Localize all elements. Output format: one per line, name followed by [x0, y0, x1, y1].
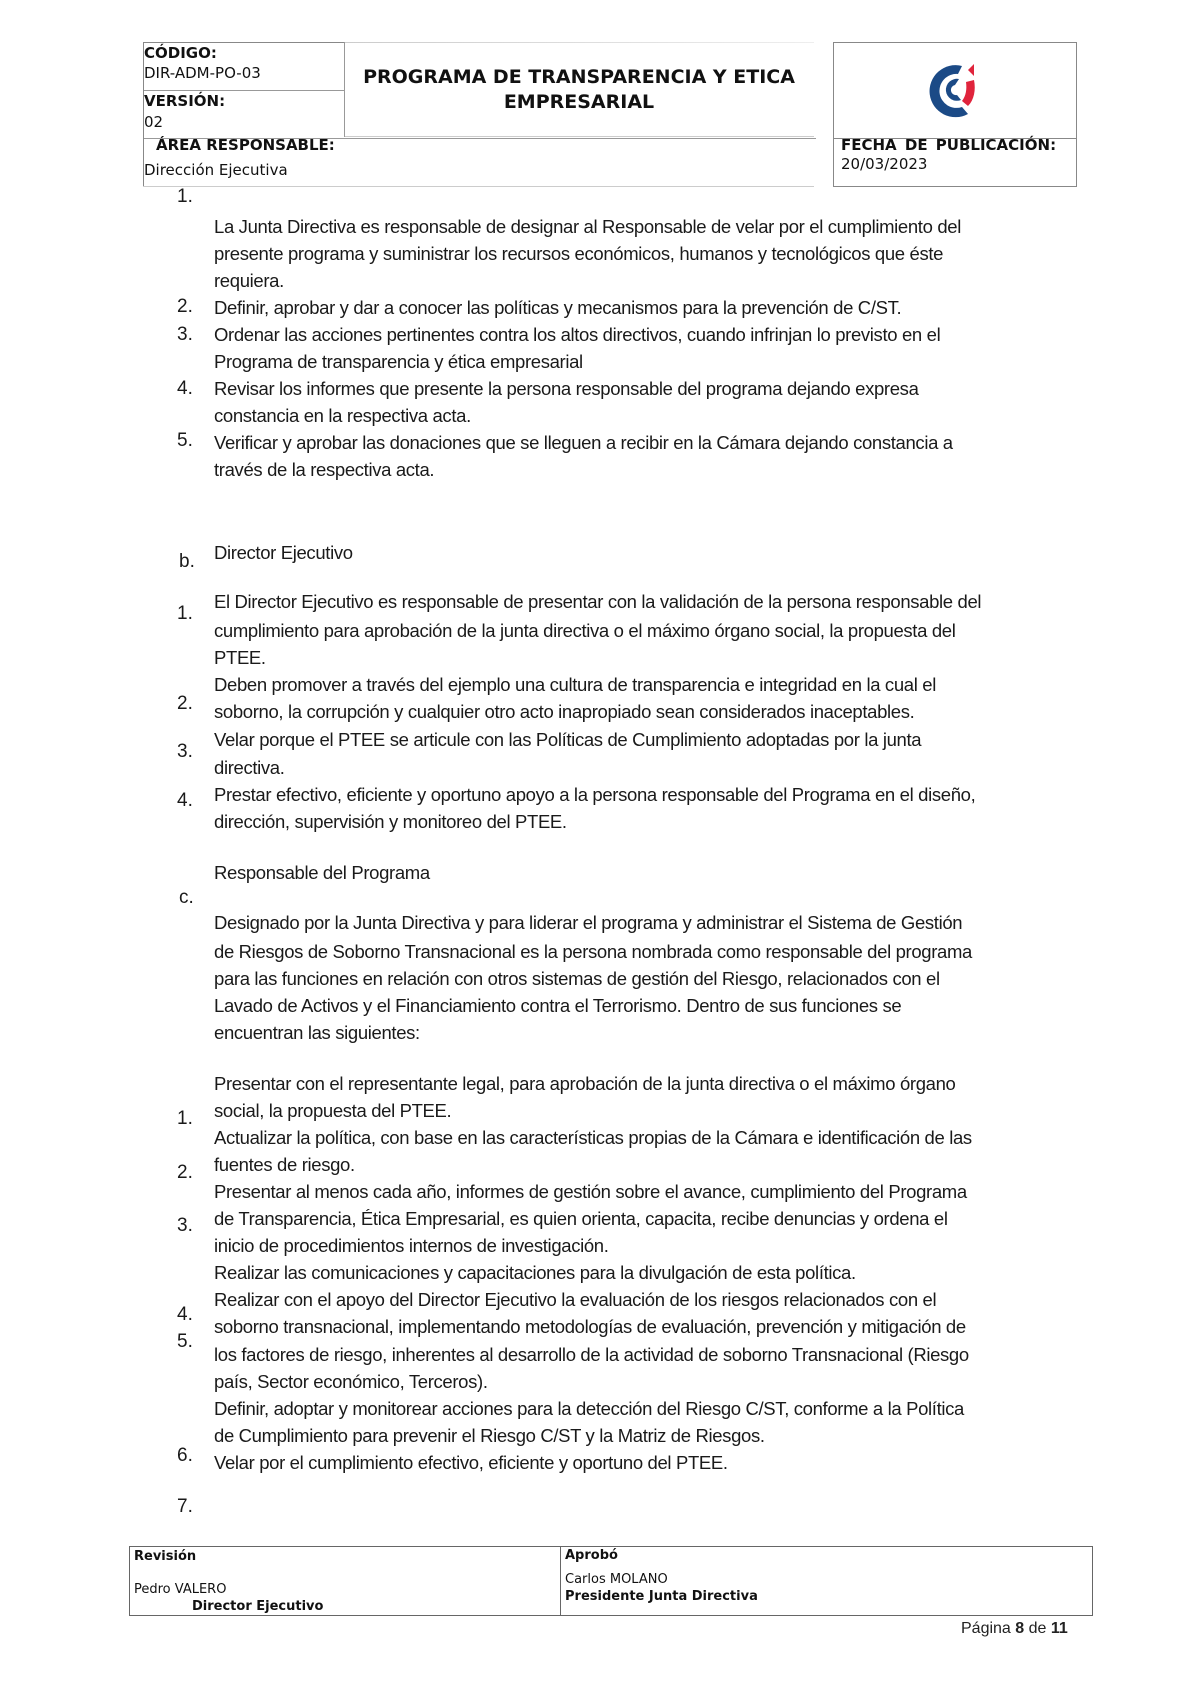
text-line: de Riesgos de Soborno Transnacional es la persona nombrada como responsable del programa	[214, 941, 972, 962]
page-separator: de	[1028, 1620, 1047, 1637]
document-title	[344, 65, 814, 115]
title-line-2: EMPRESARIAL	[503, 91, 655, 113]
text-line: Lavado de Activos y el Financiamiento contra el Terrorismo. Dentro de sus funciones se	[214, 995, 902, 1016]
page-prefix: Página	[961, 1620, 1011, 1637]
section-heading: Responsable del Programa	[214, 862, 430, 883]
list-number: 1.	[177, 603, 193, 624]
version-value: 02	[144, 113, 164, 131]
text-line: Realizar las comunicaciones y capacitaciones para la divulgación de esta política.	[214, 1262, 856, 1283]
list-number: 4.	[177, 1304, 193, 1325]
text-line: soborno, la corrupción y cualquier otro acto inapropiado sean considerados inaceptables.	[214, 701, 915, 722]
text-line: para las funciones en relación con otros sistemas de gestión del Riesgo, relacionados con el	[214, 968, 940, 989]
text-line: PTEE.	[214, 647, 266, 668]
divider	[560, 1547, 561, 1615]
text-line: Definir, adoptar y monitorear acciones para la detección del Riesgo C/ST, conforme a la Política	[214, 1398, 964, 1419]
text-line: Velar por el cumplimiento efectivo, eficiente y oportuno del PTEE.	[214, 1452, 728, 1473]
text-line: presente programa y suministrar los recursos económicos, humanos y tecnológicos que éste	[214, 243, 944, 264]
list-number: 4.	[177, 790, 193, 811]
review-role: Director Ejecutivo	[192, 1599, 324, 1614]
text-line: La Junta Directiva es responsable de designar al Responsable de velar por el cumplimiento del	[214, 216, 961, 237]
list-number: 5.	[177, 430, 193, 451]
approve-label: Aprobó	[565, 1548, 618, 1563]
list-number: 3.	[177, 1215, 193, 1236]
text-line: cumplimiento para aprobación de la junta directiva o el máximo órgano social, la propuesta del	[214, 620, 956, 641]
text-line: dirección, supervisión y monitoreo del PTEE.	[214, 811, 567, 832]
text-line: encuentran las siguientes:	[214, 1022, 420, 1043]
text-line: Programa de transparencia y ética empresarial	[214, 351, 583, 372]
list-item-a1	[214, 213, 961, 240]
approve-role: Presidente Junta Directiva	[565, 1589, 758, 1604]
divider	[144, 90, 344, 91]
divider	[345, 136, 814, 137]
text-line: directiva.	[214, 757, 285, 778]
divider	[345, 42, 814, 43]
text-line: social, la propuesta del PTEE.	[214, 1100, 452, 1121]
list-number: 2.	[177, 1162, 193, 1183]
review-label: Revisión	[134, 1549, 197, 1564]
text-line: los factores de riesgo, inherentes al desarrollo de la actividad de soborno Transnacional (Riesgo	[214, 1344, 969, 1365]
text-line: Verificar y aprobar las donaciones que se lleguen a recibir en la Cámara dejando constancia a	[214, 432, 953, 453]
text-line: de Cumplimiento para prevenir el Riesgo C/ST y la Matriz de Riesgos.	[214, 1425, 765, 1446]
text-line: través de la respectiva acta.	[214, 459, 435, 480]
text-line: inicio de procedimientos internos de investigación.	[214, 1235, 609, 1256]
section-heading: Director Ejecutivo	[214, 542, 353, 563]
text-line: Prestar efectivo, eficiente y oportuno apoyo a la persona responsable del Programa en el diseño,	[214, 784, 976, 805]
version-label: VERSIÓN:	[144, 92, 226, 110]
text-line: Presentar al menos cada año, informes de gestión sobre el avance, cumplimiento del Programa	[214, 1181, 967, 1202]
divider	[143, 186, 814, 187]
page-current: 8	[1015, 1620, 1025, 1637]
page-indicator	[961, 1620, 1068, 1638]
text-line: Deben promover a través del ejemplo una cultura de transparencia e integridad en la cual el	[214, 674, 936, 695]
review-name: Pedro VALERO	[134, 1582, 227, 1597]
text-line: soborno transnacional, implementando metodologías de evaluación, prevención y mitigación de	[214, 1316, 966, 1337]
list-number: 1.	[177, 186, 193, 207]
section-letter: c.	[179, 887, 194, 908]
text-line: Actualizar la política, con base en las características propias de la Cámara e identificación de las	[214, 1127, 972, 1148]
text-line: Designado por la Junta Directiva y para liderar el programa y administrar el Sistema de Gestión	[214, 912, 963, 933]
text-line: requiera.	[214, 270, 284, 291]
text-line: Realizar con el apoyo del Director Ejecutivo la evaluación de los riesgos relacionados con el	[214, 1289, 937, 1310]
text-line: Definir, aprobar y dar a conocer las políticas y mecanismos para la prevención de C/ST.	[214, 297, 902, 318]
list-number: 1.	[177, 1108, 193, 1129]
text-line: de Transparencia, Ética Empresarial, es quien orienta, capacita, recibe denuncias y ordena el	[214, 1208, 948, 1229]
text-line: Ordenar las acciones pertinentes contra los altos directivos, cuando infrinjan lo previsto en el	[214, 324, 941, 345]
publication-date-label: FECHA DE PUBLICACIÓN:	[841, 136, 1057, 154]
text-line: Presentar con el representante legal, para aprobación de la junta directiva o el máximo órgano	[214, 1073, 956, 1094]
page-total: 11	[1050, 1620, 1068, 1637]
text-line: fuentes de riesgo.	[214, 1154, 355, 1175]
list-number: 4.	[177, 378, 193, 399]
text-line: país, Sector económico, Terceros).	[214, 1371, 488, 1392]
publication-date-value: 20/03/2023	[841, 155, 928, 173]
text-line: El Director Ejecutivo es responsable de presentar con la validación de la persona responsable del	[214, 591, 982, 612]
code-value: DIR-ADM-PO-03	[144, 64, 261, 82]
text-line: constancia en la respectiva acta.	[214, 405, 471, 426]
list-number: 6.	[177, 1445, 193, 1466]
list-number: 7.	[177, 1496, 193, 1517]
area-label: ÁREA RESPONSABLE:	[156, 136, 335, 154]
text-line: Revisar los informes que presente la persona responsable del programa dejando expresa	[214, 378, 919, 399]
area-value: Dirección Ejecutiva	[144, 161, 288, 179]
cci-logo-icon	[928, 60, 984, 120]
list-number: 5.	[177, 1331, 193, 1352]
approve-name: Carlos MOLANO	[565, 1572, 668, 1587]
text-line: Velar porque el PTEE se articule con las Políticas de Cumplimiento adoptadas por la junta	[214, 729, 922, 750]
list-number: 3.	[177, 741, 193, 762]
list-number: 2.	[177, 693, 193, 714]
code-label: CÓDIGO:	[144, 44, 217, 62]
list-number: 3.	[177, 324, 193, 345]
list-number: 2.	[177, 296, 193, 317]
title-line-1: PROGRAMA DE TRANSPARENCIA Y ETICA	[363, 66, 795, 88]
section-letter: b.	[179, 551, 195, 572]
